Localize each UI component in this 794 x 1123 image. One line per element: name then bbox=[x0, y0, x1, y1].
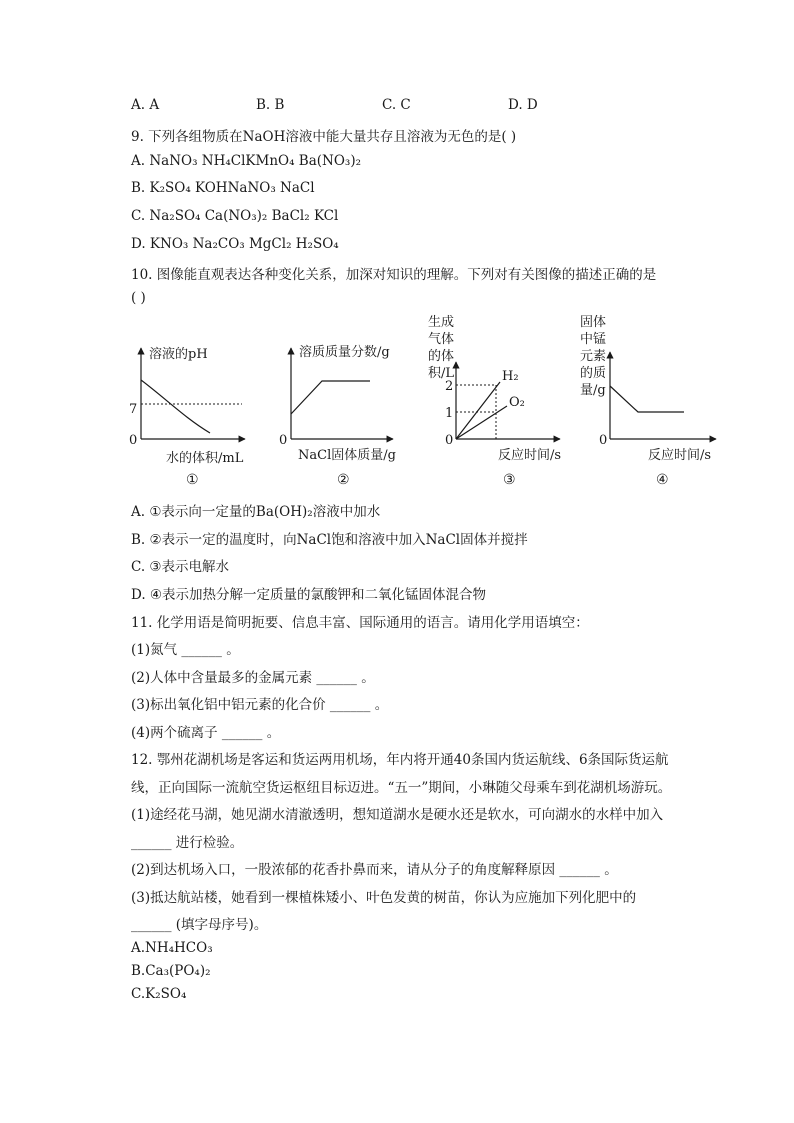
graph-3-ylabel-1: 生成 bbox=[428, 315, 455, 330]
graph-3-o2-line bbox=[456, 406, 507, 439]
q11-item-2: (2)人体中含量最多的金属元素 ______ 。 bbox=[131, 670, 375, 686]
graph-3-number: ③ bbox=[503, 472, 516, 488]
graph-3-ylabel-4: 积/L bbox=[428, 366, 455, 381]
graph-4-ylabel-4: 的质 bbox=[580, 366, 607, 381]
q10-option-d: D. ④表示加热分解一定质量的氯酸钾和二氧化锰固体混合物 bbox=[131, 587, 487, 603]
graph-4-ylabel-3: 元素 bbox=[580, 349, 607, 364]
q12-line-2: 线，正向国际一流航空货运枢纽目标迈进。“五一”期间，小琳随父母乘车到花湖机场游玩。 bbox=[131, 780, 672, 796]
graph-2-xlabel: NaCl固体质量/g bbox=[298, 448, 396, 463]
q9-option-c: C. Na₂SO₄ Ca(NO₃)₂ BaCl₂ KCl bbox=[131, 208, 339, 224]
graph-3-tick-1: 1 bbox=[445, 406, 454, 421]
q8-option-d: D. D bbox=[508, 97, 538, 113]
graph-1-number: ① bbox=[186, 472, 199, 488]
graph-3-xlabel: 反应时间/s bbox=[498, 448, 562, 463]
q12-line-7: ______ (填字母序号)。 bbox=[131, 917, 268, 933]
q12-line-4: ______ 进行检验。 bbox=[131, 835, 244, 851]
q10-stem-cont: ( ) bbox=[131, 290, 146, 306]
graph-3-origin: 0 bbox=[445, 433, 454, 448]
q12-option-b: B.Ca₃(PO₄)₂ bbox=[131, 963, 211, 979]
graph-3-o2-label: O₂ bbox=[509, 395, 525, 410]
graph-2-number: ② bbox=[337, 472, 350, 488]
q11-item-1: (1)氮气 ______ 。 bbox=[131, 642, 240, 658]
q8-option-c: C. C bbox=[382, 97, 411, 113]
graph-3-h2-line bbox=[456, 382, 500, 439]
q9-stem: 9. 下列各组物质在NaOH溶液中能大量共存且溶液为无色的是( ) bbox=[131, 129, 517, 145]
q12-line-6: (3)抵达航站楼，她看到一棵植株矮小、叶色发黄的树苗，你认为应施加下列化肥中的 bbox=[131, 890, 637, 906]
q10-option-b: B. ②表示一定的温度时，向NaCl饱和溶液中加入NaCl固体并搅拌 bbox=[131, 532, 528, 548]
graph-1-origin: 0 bbox=[129, 433, 138, 448]
q10-stem: 10. 图像能直观表达各种变化关系，加深对知识的理解。下列对有关图像的描述正确的是 bbox=[131, 267, 657, 283]
graph-4-number: ④ bbox=[656, 472, 669, 488]
q11-item-4: (4)两个硫离子 ______ 。 bbox=[131, 725, 281, 741]
graph-4-ylabel-2: 中锰 bbox=[580, 332, 607, 347]
graph-4-xlabel: 反应时间/s bbox=[648, 448, 712, 463]
graph-4-line bbox=[610, 386, 684, 412]
graph-2 bbox=[279, 344, 396, 488]
q9-option-d: D. KNO₃ Na₂CO₃ MgCl₂ H₂SO₄ bbox=[131, 236, 339, 252]
graph-3-ylabel-3: 的体 bbox=[428, 349, 455, 364]
graph-1-ylabel: 溶液的pH bbox=[149, 347, 208, 362]
q8-option-b: B. B bbox=[256, 97, 285, 113]
graph-3-ylabel-2: 气体 bbox=[428, 332, 455, 347]
q9-option-a: A. NaNO₃ NH₄ClKMnO₄ Ba(NO₃)₂ bbox=[131, 153, 362, 169]
q12-option-a: A.NH₄HCO₃ bbox=[131, 940, 213, 956]
graph-3-tick-2: 2 bbox=[445, 379, 454, 394]
q9-option-b: B. K₂SO₄ KOHNaNO₃ NaCl bbox=[131, 180, 315, 196]
graph-4-ylabel-5: 量/g bbox=[580, 383, 606, 398]
graph-2-origin: 0 bbox=[279, 433, 288, 448]
q8-option-a: A. A bbox=[131, 97, 160, 113]
graph-2-line bbox=[291, 381, 370, 414]
graph-3-h2-label: H₂ bbox=[502, 369, 519, 384]
graph-4-ylabel-1: 固体 bbox=[580, 315, 607, 330]
q12-line-3: (1)途经花马湖，她见湖水清澈透明，想知道湖水是硬水还是软水，可向湖水的水样中加入 bbox=[131, 807, 664, 823]
q12-line-5: (2)到达机场入口，一股浓郁的花香扑鼻而来，请从分子的角度解释原因 ______ 。 bbox=[131, 862, 618, 878]
graph-1-curve bbox=[141, 380, 210, 433]
q12-line-1: 12. 鄂州花湖机场是客运和货运两用机场，年内将开通40条国内货运航线、6条国际货运航 bbox=[131, 752, 669, 768]
q11-item-3: (3)标出氧化铝中铝元素的化合价 ______ 。 bbox=[131, 697, 389, 713]
graph-1 bbox=[129, 346, 245, 488]
graph-1-tick-7: 7 bbox=[129, 402, 138, 417]
graph-2-ylabel: 溶质质量分数/g bbox=[299, 345, 390, 360]
graph-1-xlabel: 水的体积/mL bbox=[166, 451, 244, 466]
q11-stem: 11. 化学用语是简明扼要、信息丰富、国际通用的语言。请用化学用语填空： bbox=[131, 615, 589, 631]
q10-option-a: A. ①表示向一定量的Ba(OH)₂溶液中加水 bbox=[131, 504, 381, 520]
graph-4-origin: 0 bbox=[599, 433, 608, 448]
q12-option-c: C.K₂SO₄ bbox=[131, 986, 187, 1002]
q10-graphs bbox=[0, 0, 794, 500]
graph-4 bbox=[580, 314, 716, 488]
graph-3 bbox=[428, 314, 561, 488]
q10-option-c: C. ③表示电解水 bbox=[131, 559, 230, 575]
